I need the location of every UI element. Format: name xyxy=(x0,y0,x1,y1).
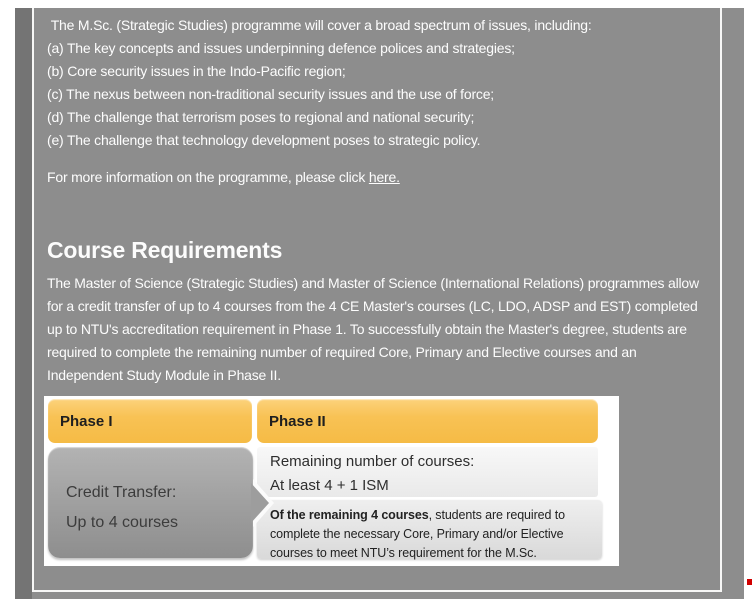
content-panel xyxy=(32,8,722,592)
intro-item-b: (b) Core security issues in the Indo-Pacific region; xyxy=(47,63,346,79)
more-info-text: For more information on the programme, please click xyxy=(47,169,369,185)
intro-lead-line: The M.Sc. (Strategic Studies) programme will cover a broad spectrum of issues, including: xyxy=(47,17,592,33)
section-heading: Course Requirements xyxy=(47,237,283,263)
left-border-band xyxy=(15,8,32,599)
intro-item-e: (e) The challenge that technology development poses to strategic policy. xyxy=(47,132,481,148)
phase2-remaining-box xyxy=(257,447,598,497)
phase1-header: Phase I xyxy=(48,399,252,443)
more-info-line xyxy=(47,166,708,189)
intro-item-c: (c) The nexus between non-traditional security issues and the use of force; xyxy=(47,86,494,102)
section-paragraph: The Master of Science (Strategic Studies) and Master of Science (International Relations) programmes allow for a credit transfer of up to 4 courses from the 4 CE Master's courses (LC, LDO, ADSP and EST) completed up to NTU's accreditation requirement in Phase 1. To successfully obtain the Master's degree, students are required to complete the remaining number of required Core, Primary and Elective courses and an Independent Study Module in Phase II. xyxy=(47,275,699,383)
right-arrow-icon xyxy=(251,483,269,523)
detail-bold-text: Of the remaining 4 courses xyxy=(270,508,429,522)
page-frame xyxy=(15,8,744,599)
remaining-line2: At least 4 + 1 ISM xyxy=(270,477,389,494)
page-content xyxy=(34,8,720,566)
intro-item-d: (d) The challenge that terrorism poses to regional and national security; xyxy=(47,109,475,125)
course-requirements-diagram xyxy=(44,396,619,566)
phase1-credit-transfer-box xyxy=(48,447,253,558)
credit-transfer-line1: Credit Transfer: xyxy=(66,484,177,501)
credit-transfer-line2: Up to 4 courses xyxy=(66,514,179,531)
red-marker-dot xyxy=(747,579,752,585)
phase2-header: Phase II xyxy=(257,399,598,443)
detail-rest-text: , students are required to complete the necessary Core, Primary and/or Elective courses to meet NTU’s requirement for the M.Sc. xyxy=(270,508,565,560)
intro-item-a: (a) The key concepts and issues underpinning defence polices and strategies; xyxy=(47,40,515,56)
phase2-detail-box xyxy=(257,500,602,559)
remaining-line1: Remaining number of courses: xyxy=(270,453,475,470)
more-info-link[interactable]: here. xyxy=(368,169,400,185)
